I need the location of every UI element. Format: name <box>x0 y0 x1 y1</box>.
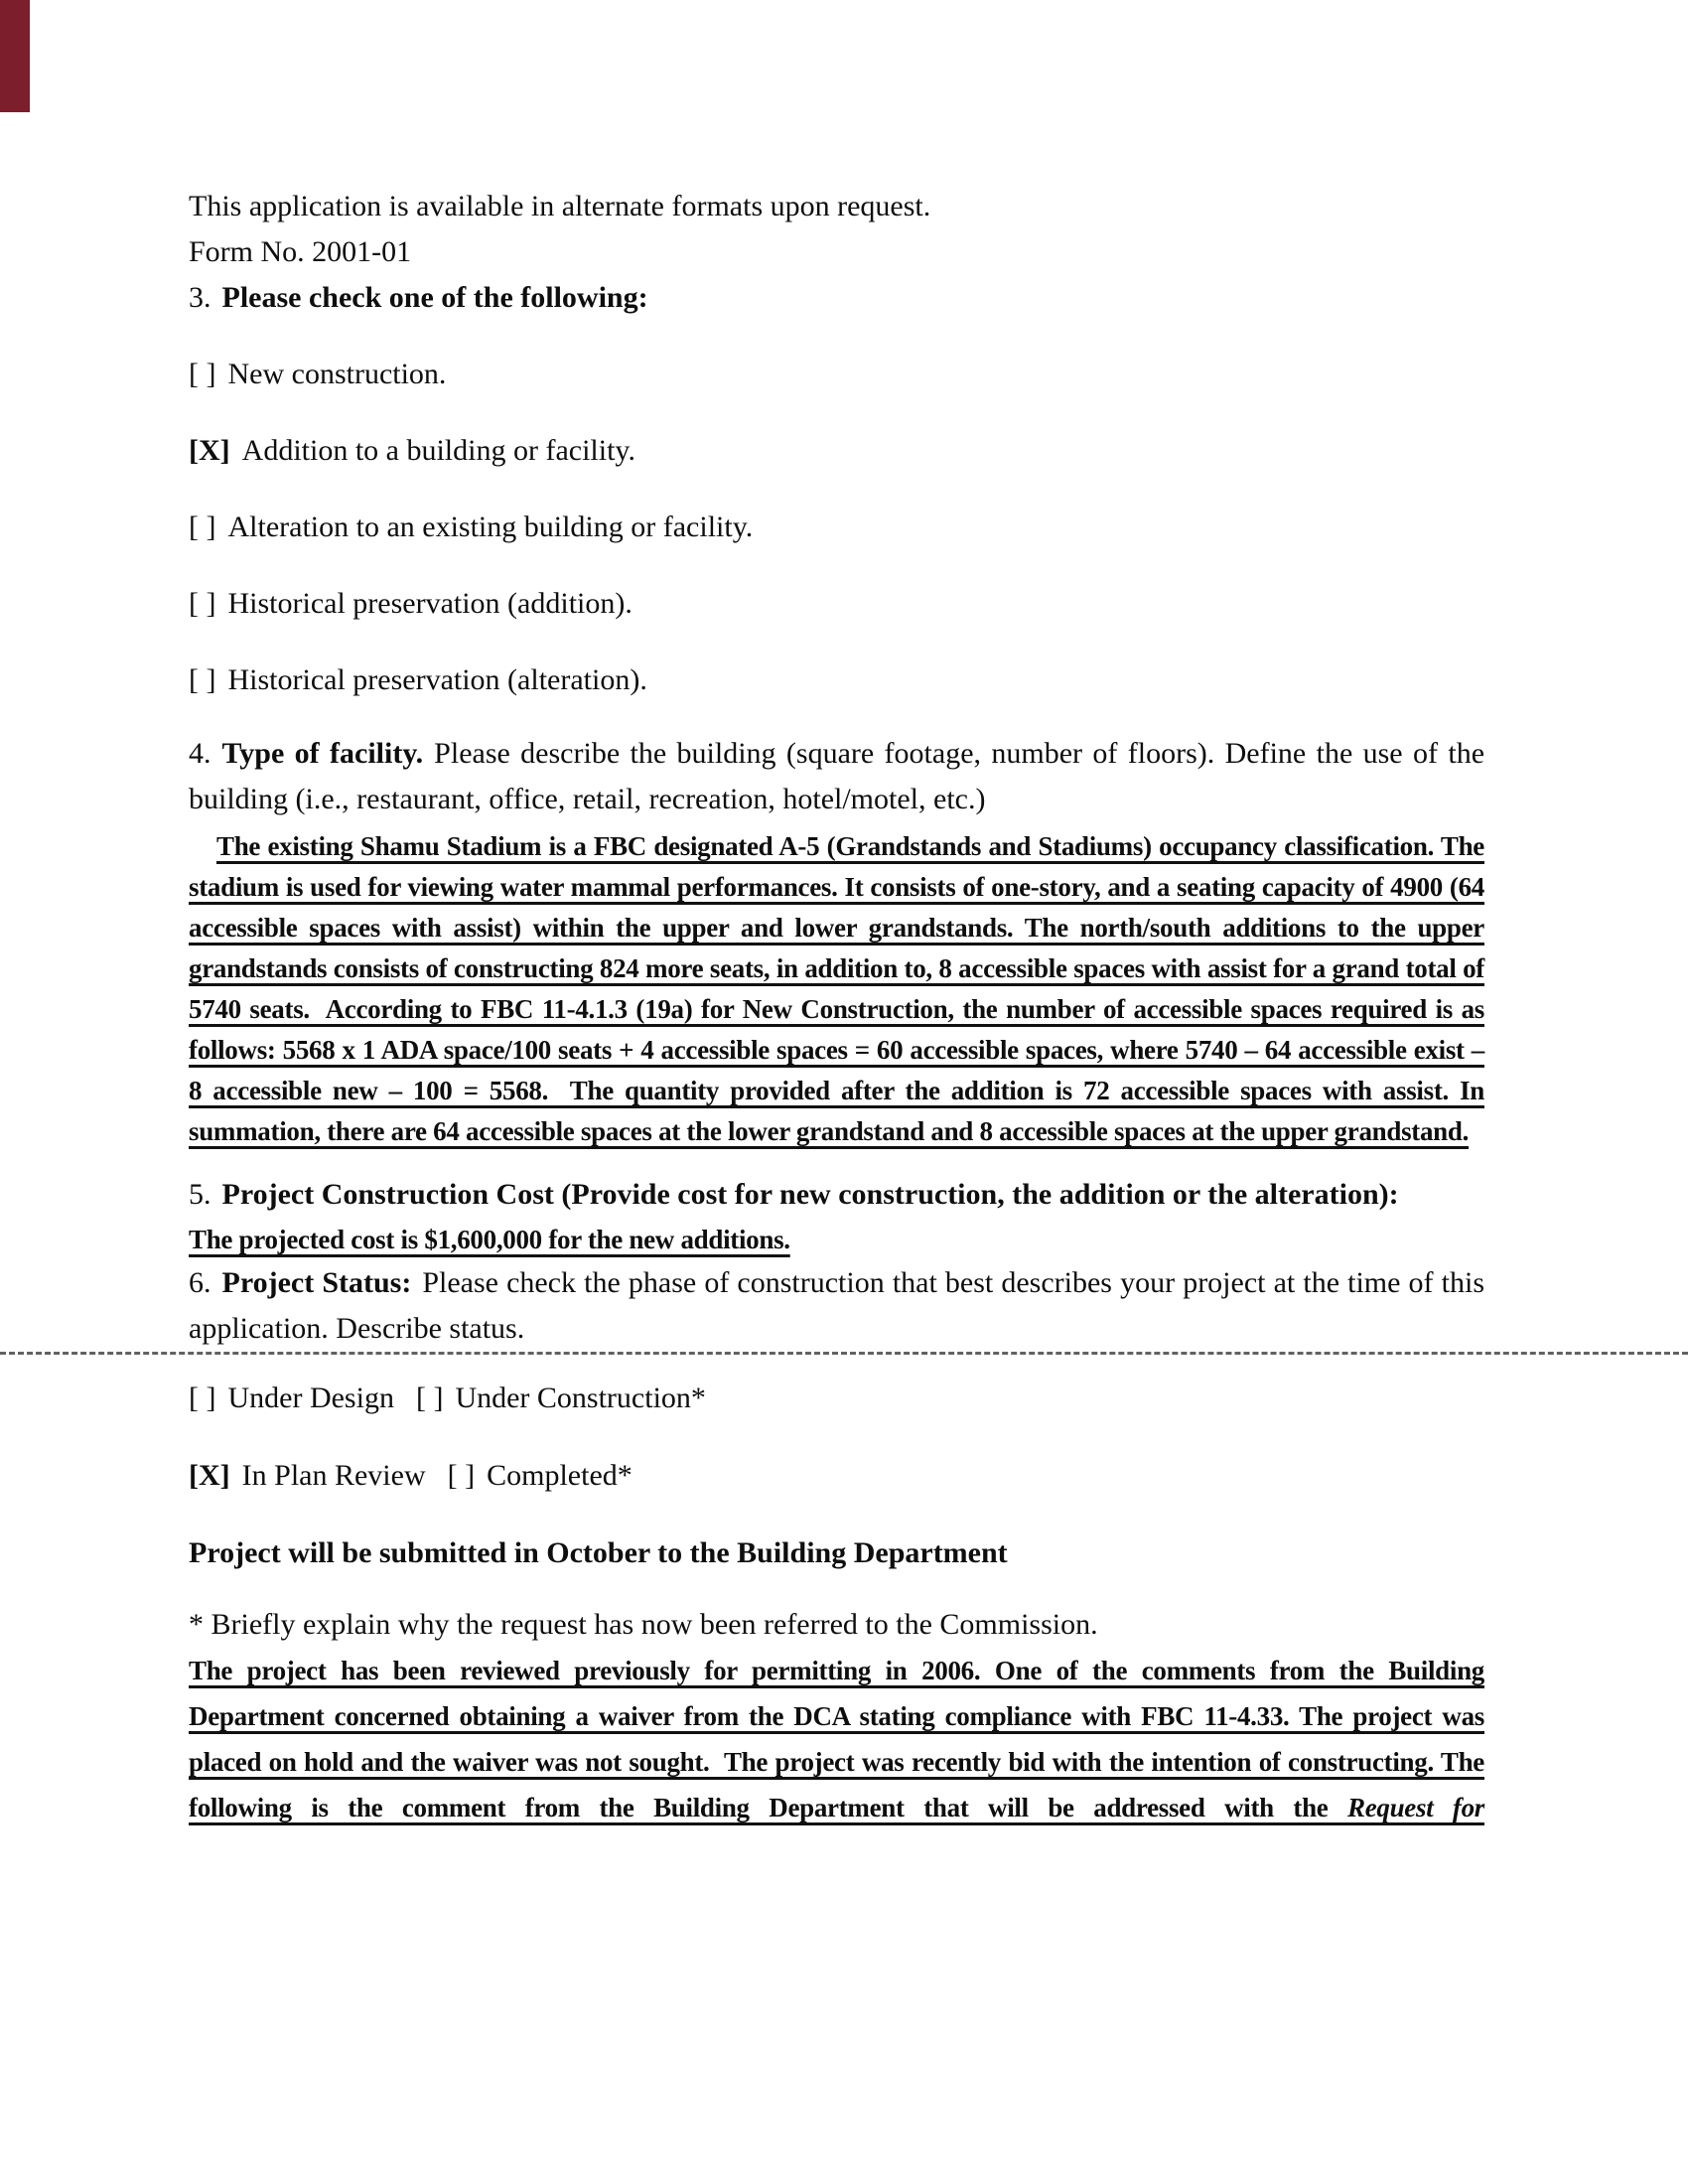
section5-title: Project Construction Cost (Provide cost for new construction, the addition or the alteration): <box>221 1178 1399 1211</box>
status-option-row-2 <box>189 1453 1484 1499</box>
facility-description-answer: The existing Shamu Stadium is a FBC designated A-5 (Grandstands and Stadiums) occupancy classification. The stadium is used for viewing water mammal performances. It consists of one-story, and a seating capacity of 4900 (64 accessible spaces with assist) within the upper and lower grandstands. The north/south additions to the upper grandstands consists of constructing 824 more seats, in addition to, 8 accessible spaces with assist for a grand total of 5740 seats. According to FBC 11-4.1.3 (19a) for New Construction, the number of accessible spaces required is as follows: 5568 x 1 ADA space/100 seats + 4 accessible spaces = 60 accessible spaces, where 5740 – 64 accessible exist – 8 accessible new – 100 = 5568. The quantity provided after the addition is 72 accessible spaces with assist. In summation, there are 64 accessible spaces at the lower grandstand and 8 accessible spaces at the upper grandstand. <box>189 831 1484 1146</box>
status-option-under-construction <box>416 1382 706 1414</box>
form-number: Form No. 2001-01 <box>189 235 412 268</box>
checkbox: [ ] <box>189 358 216 390</box>
checkbox-label: Completed* <box>487 1459 633 1492</box>
checkbox-label: Historical preservation (addition). <box>227 587 633 620</box>
section4-heading <box>189 731 1484 822</box>
status-option-under-design <box>189 1382 394 1414</box>
section6-title: Project Status: <box>221 1266 412 1299</box>
section6-number: 6. <box>189 1266 211 1299</box>
checkbox: [ ] <box>189 1382 216 1414</box>
section4-title: Type of facility. <box>221 737 424 770</box>
checkbox-checked: [X] <box>189 1459 230 1492</box>
checkbox: [ ] <box>189 510 216 543</box>
checkbox-option-alteration <box>189 505 1484 550</box>
status-option-row-1 <box>189 1376 1484 1421</box>
checkbox-option-addition <box>189 428 1484 474</box>
checkbox-label: Historical preservation (alteration). <box>227 663 647 696</box>
status-option-completed <box>448 1459 633 1492</box>
checkbox-label: Under Construction* <box>455 1382 706 1414</box>
commission-footnote: * Briefly explain why the request has now been referred to the Commission. <box>189 1608 1098 1641</box>
checkbox-label: Under Design <box>227 1382 394 1414</box>
section5-heading <box>189 1172 1484 1218</box>
checkbox: [ ] <box>447 1459 476 1492</box>
scan-artifact-red-mark <box>0 0 30 112</box>
checkbox-label: New construction. <box>227 358 447 390</box>
status-note: Project will be submitted in October to the Building Department <box>189 1536 1008 1569</box>
section3-number: 3. <box>189 281 211 314</box>
section4-prompt: Please describe the building (square footage, number of floors). Define the use of the building (i.e., restaurant, office, retail, recreation, hotel/motel, etc.) <box>189 737 1485 815</box>
checkbox-label: Addition to a building or facility. <box>241 434 635 467</box>
checkbox-label: Alteration to an existing building or facility. <box>227 510 754 543</box>
section6-heading <box>189 1260 1484 1352</box>
section6-prompt: Please check the phase of construction that best describes your project at the time of this application. Describe status. <box>189 1266 1484 1345</box>
section3-heading <box>189 275 1484 321</box>
section3-title: Please check one of the following: <box>221 281 648 314</box>
checkbox-label: In Plan Review <box>241 1459 426 1492</box>
status-option-in-plan-review <box>189 1459 426 1492</box>
explanation-text: The project has been reviewed previously for permitting in 2006. One of the comments from the Building Department concerned obtaining a waiver from the DCA stating compliance with FBC 11-4.33. The project was placed on hold and the waiver was not sought. The project was recently bid with the intention of constructing. The following is the comment from the Building Department that will be addressed with the <box>189 1656 1484 1822</box>
checkbox-option-new-construction <box>189 352 1484 397</box>
section5-number: 5. <box>189 1178 211 1211</box>
checkbox: [ ] <box>189 587 216 620</box>
checkbox-option-historical-alteration <box>189 657 1484 703</box>
commission-explanation-answer <box>189 1648 1484 1830</box>
checkbox-option-historical-addition <box>189 581 1484 627</box>
request-for-italic: Request for <box>1347 1793 1485 1822</box>
section4-number: 4. <box>189 737 211 770</box>
alternate-formats-note: This application is available in alternate formats upon request. <box>189 190 931 222</box>
checkbox: [ ] <box>415 1382 444 1414</box>
scan-artifact-dashed-line <box>0 1352 1688 1355</box>
checkbox: [ ] <box>189 663 216 696</box>
project-cost-answer: The projected cost is $1,600,000 for the new additions. <box>189 1225 790 1254</box>
checkbox-checked: [X] <box>189 434 230 467</box>
